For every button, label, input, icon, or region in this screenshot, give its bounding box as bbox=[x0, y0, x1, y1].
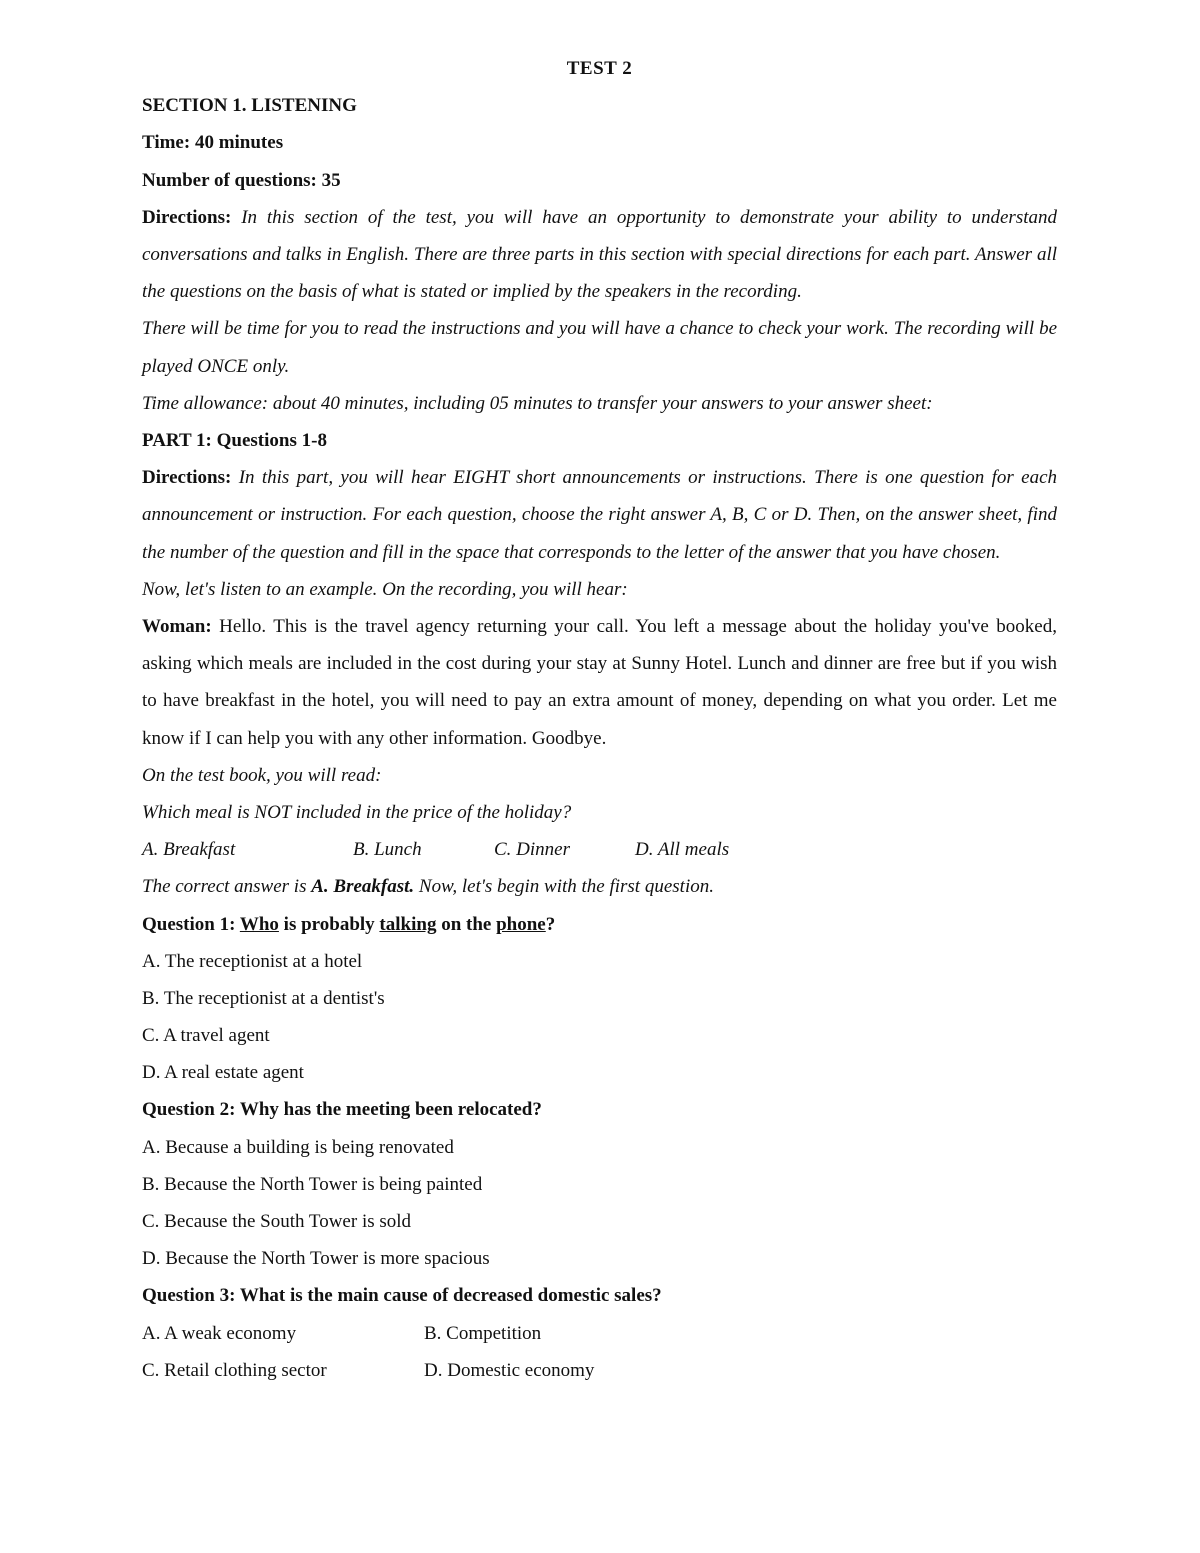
q3-option-d: D. Domestic economy bbox=[424, 1359, 595, 1381]
q2-option-d: D. Because the North Tower is more spacious bbox=[142, 1248, 490, 1270]
question-1 bbox=[142, 906, 1057, 943]
example-option-c: C. Dinner bbox=[494, 839, 570, 861]
question-2: Question 2: Why has the meeting been relocated? bbox=[142, 1099, 542, 1121]
question-1-end: ? bbox=[545, 913, 556, 935]
q2-option-c: C. Because the South Tower is sold bbox=[142, 1211, 412, 1232]
test-book-note: On the test book, you will read: bbox=[142, 764, 382, 786]
question-1-word-who: Who bbox=[239, 913, 279, 935]
directions-text: In this section of the test, you will have an opportunity to demonstrate your ability to understand conversations and talks in English. There are three parts in this section with special directions for each part. Answer all the questions on the basis of what is stated or implied by the speakers in the recording. bbox=[142, 206, 1057, 303]
part1-directions bbox=[142, 459, 1057, 571]
q3-option-a: A. A weak economy bbox=[142, 1322, 297, 1344]
example-option-a: A. Breakfast bbox=[142, 839, 236, 861]
test-title: TEST 2 bbox=[566, 58, 633, 79]
q3-option-b: B. Competition bbox=[424, 1322, 542, 1344]
example-option-d: D. All meals bbox=[635, 839, 730, 861]
part1-heading: PART 1: Questions 1-8 bbox=[142, 429, 327, 451]
correct-suffix: Now, let's begin with the first question. bbox=[414, 876, 714, 898]
question-1-mid-1: is probably bbox=[278, 913, 380, 935]
q1-option-c: C. A travel agent bbox=[142, 1025, 270, 1047]
part1-directions-label: Directions: bbox=[142, 467, 232, 489]
q2-option-b: B. Because the North Tower is being painted bbox=[142, 1173, 483, 1195]
example-options bbox=[142, 831, 1057, 868]
correct-prefix: The correct answer is bbox=[142, 876, 312, 898]
correct-answer: A. Breakfast. bbox=[311, 876, 415, 898]
q1-option-a: A. The receptionist at a hotel bbox=[142, 950, 363, 972]
q3-options-row-2 bbox=[142, 1352, 1057, 1389]
example-intro: Now, let's listen to an example. On the recording, you will hear: bbox=[142, 578, 628, 600]
example-option-b: B. Lunch bbox=[353, 839, 422, 861]
question-3: Question 3: What is the main cause of decreased domestic sales? bbox=[142, 1285, 662, 1307]
directions-label: Directions: bbox=[142, 206, 232, 228]
time-note: There will be time for you to read the instructions and you will have a chance to check your work. The recording will be played ONCE only. bbox=[142, 318, 1057, 377]
question-1-mid-2: on the bbox=[436, 913, 497, 935]
q3-options-row-1 bbox=[142, 1315, 1057, 1352]
speaker-text: Hello. This is the travel agency returning your call. You left a message about the holiday you've booked, asking which meals are included in the cost during your stay at Sunny Hotel. Lunch and dinner are free but if you wish to have breakfast in the hotel, you will need to pay an extra amount of money, depending on what you order. Let me know if I can help you with any other information. Goodbye. bbox=[142, 615, 1057, 749]
example-transcript bbox=[142, 608, 1057, 757]
q1-option-b: B. The receptionist at a dentist's bbox=[142, 987, 385, 1009]
time-allowance: Time allowance: about 40 minutes, including 05 minutes to transfer your answers to your answer sheet: bbox=[142, 392, 933, 414]
question-1-prefix: Question 1: bbox=[142, 913, 240, 935]
section-directions bbox=[142, 199, 1057, 311]
question-count: Number of questions: 35 bbox=[142, 169, 341, 191]
speaker-label: Woman: bbox=[142, 615, 212, 637]
section-heading: SECTION 1. LISTENING bbox=[142, 95, 357, 117]
question-1-word-talking: talking bbox=[379, 913, 437, 935]
correct-answer-note bbox=[142, 868, 1057, 905]
time-limit: Time: 40 minutes bbox=[142, 132, 284, 154]
part1-directions-text: In this part, you will hear EIGHT short announcements or instructions. There is one question for each announcement or instruction. For each question, choose the right answer A, B, C or D. Then, on the answer sheet, find the number of the question and fill in the space that corresponds to the letter of the answer that you have chosen. bbox=[142, 467, 1058, 563]
q2-option-a: A. Because a building is being renovated bbox=[142, 1136, 454, 1158]
example-question: Which meal is NOT included in the price of the holiday? bbox=[142, 801, 572, 823]
question-1-word-phone: phone bbox=[496, 913, 546, 935]
document-page bbox=[142, 50, 1057, 1389]
q1-option-d: D. A real estate agent bbox=[142, 1062, 304, 1084]
q3-option-c: C. Retail clothing sector bbox=[142, 1359, 327, 1381]
